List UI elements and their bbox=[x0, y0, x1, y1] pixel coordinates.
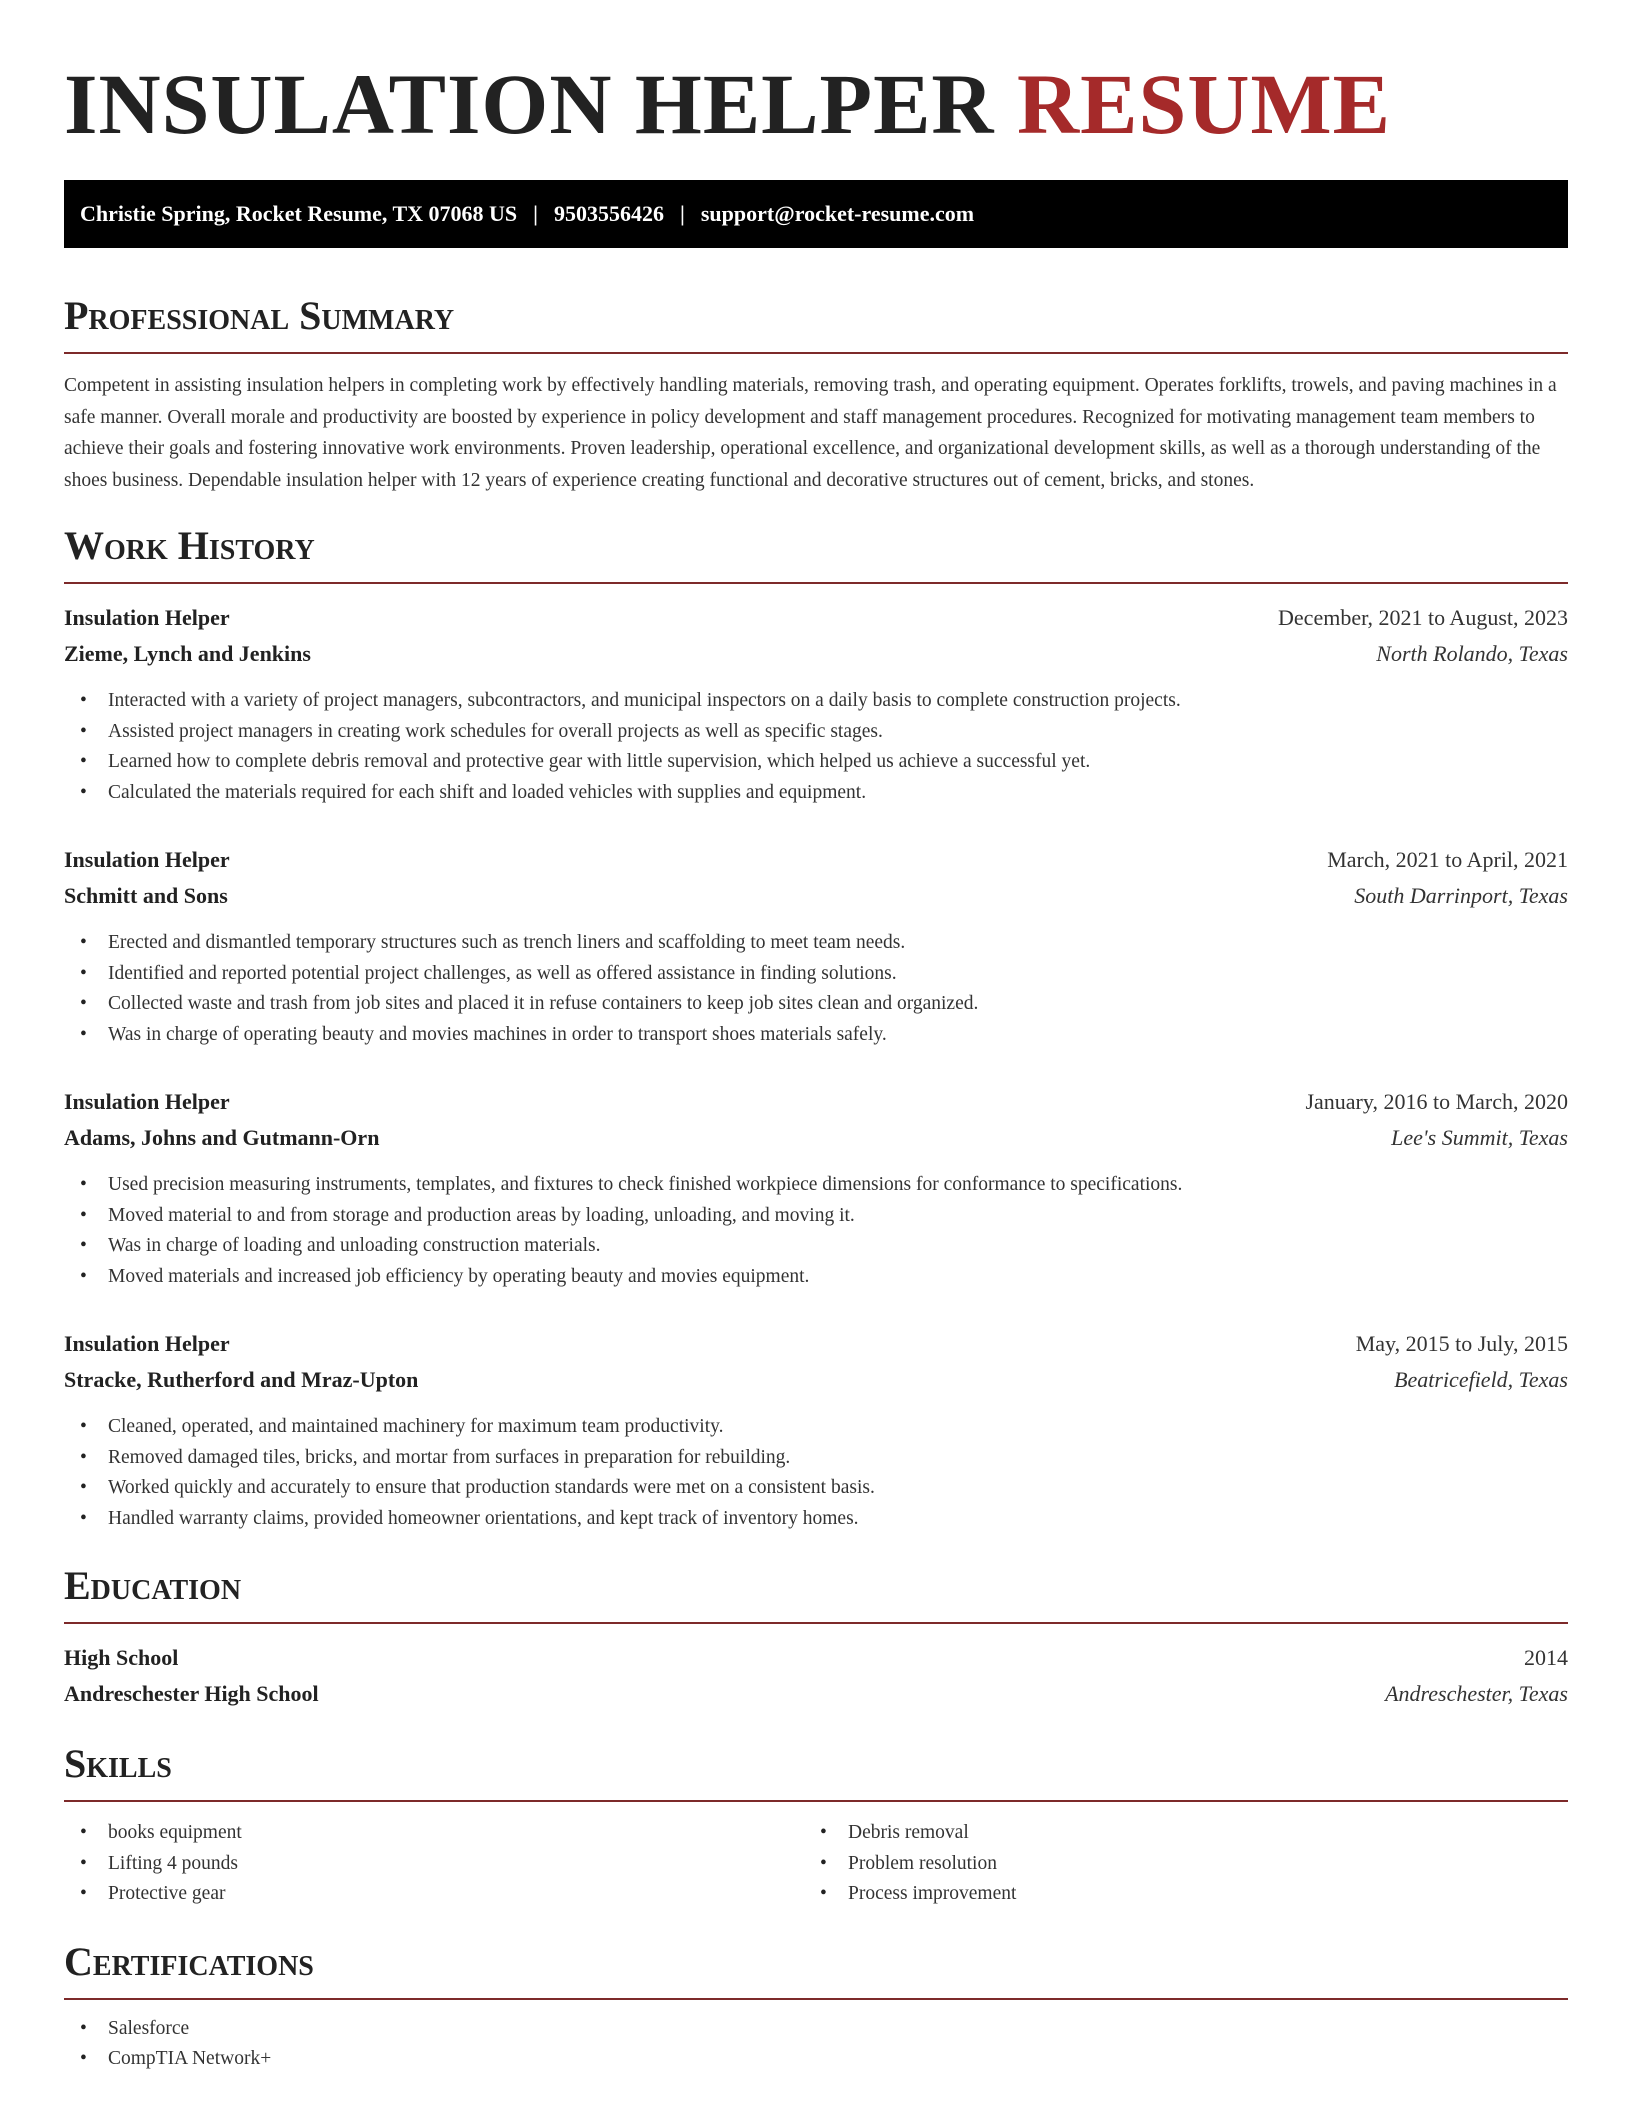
section-heading: Work History bbox=[64, 520, 1568, 584]
job-location: Lee's Summit, Texas bbox=[1391, 1125, 1568, 1150]
education-school-row bbox=[64, 1676, 1568, 1712]
skills-section bbox=[64, 1738, 1568, 1910]
job-dates: March, 2021 to April, 2021 bbox=[1327, 847, 1568, 872]
job-title-row bbox=[64, 1084, 1568, 1120]
job-dates: December, 2021 to August, 2023 bbox=[1278, 605, 1568, 630]
list-item: • Removed damaged tiles, bricks, and mortar from surfaces in preparation for rebuilding. bbox=[64, 1443, 1568, 1474]
skill-item: • books equipment bbox=[64, 1818, 804, 1849]
list-item: • Erected and dismantled temporary structures such as trench liners and scaffolding to meet team needs. bbox=[64, 928, 1568, 959]
skills-columns bbox=[64, 1812, 1568, 1910]
list-item: • Worked quickly and accurately to ensure that production standards were met on a consistent basis. bbox=[64, 1473, 1568, 1504]
job-company: Schmitt and Sons bbox=[64, 883, 228, 908]
job-title: Insulation Helper bbox=[64, 1331, 230, 1356]
section-heading: Professional Summary bbox=[64, 290, 1568, 354]
contact-email[interactable]: support@rocket-resume.com bbox=[700, 201, 975, 226]
list-item: • Handled warranty claims, provided homeowner orientations, and kept track of inventory homes. bbox=[64, 1504, 1568, 1535]
section-heading: Certifications bbox=[64, 1936, 1568, 2000]
job-entry bbox=[64, 842, 1568, 1050]
job-bullets bbox=[64, 928, 1568, 1050]
work-history-section bbox=[64, 520, 1568, 1534]
list-item: • Calculated the materials required for each shift and loaded vehicles with supplies and equipment. bbox=[64, 778, 1568, 809]
list-item: • Collected waste and trash from job sites and placed it in refuse containers to keep job sites clean and organized. bbox=[64, 989, 1568, 1020]
education-degree: High School bbox=[64, 1645, 179, 1670]
skills-list-left bbox=[64, 1818, 804, 1910]
job-entry bbox=[64, 1084, 1568, 1292]
job-title: Insulation Helper bbox=[64, 847, 230, 872]
job-location: South Darrinport, Texas bbox=[1354, 883, 1568, 908]
title-accent: RESUME bbox=[1017, 56, 1391, 152]
education-location: Andreschester, Texas bbox=[1385, 1681, 1568, 1706]
job-location: North Rolando, Texas bbox=[1376, 641, 1568, 666]
list-item: • Was in charge of loading and unloading construction materials. bbox=[64, 1231, 1568, 1262]
resume-title bbox=[64, 56, 1568, 152]
section-heading: Skills bbox=[64, 1738, 1568, 1802]
list-item: • Moved materials and increased job efficiency by operating beauty and movies equipment. bbox=[64, 1262, 1568, 1293]
contact-phone[interactable]: 9503556426 bbox=[554, 201, 665, 226]
skill-item: • Process improvement bbox=[804, 1879, 1544, 1910]
job-company-row bbox=[64, 636, 1568, 672]
job-entry bbox=[64, 1326, 1568, 1534]
skill-item: • Problem resolution bbox=[804, 1849, 1544, 1880]
education-entry bbox=[64, 1640, 1568, 1712]
section-heading: Education bbox=[64, 1560, 1568, 1624]
education-school: Andreschester High School bbox=[64, 1681, 319, 1706]
certifications-section bbox=[64, 1936, 1568, 2075]
list-item: • Used precision measuring instruments, templates, and fixtures to check finished workpiece dimensions for conformance to specifications. bbox=[64, 1170, 1568, 1201]
job-bullets bbox=[64, 686, 1568, 808]
job-title-row bbox=[64, 600, 1568, 636]
contact-separator: | bbox=[533, 201, 539, 226]
job-dates: May, 2015 to July, 2015 bbox=[1355, 1331, 1568, 1356]
education-degree-row bbox=[64, 1640, 1568, 1676]
resume-page bbox=[64, 0, 1568, 2075]
contact-bar bbox=[64, 180, 1568, 248]
skill-item: • Debris removal bbox=[804, 1818, 1544, 1849]
education-section bbox=[64, 1560, 1568, 1712]
skills-list-right bbox=[804, 1818, 1544, 1910]
job-company-row bbox=[64, 878, 1568, 914]
job-dates: January, 2016 to March, 2020 bbox=[1305, 1089, 1568, 1114]
job-company-row bbox=[64, 1362, 1568, 1398]
list-item: • Was in charge of operating beauty and movies machines in order to transport shoes materials safely. bbox=[64, 1020, 1568, 1051]
list-item: • Cleaned, operated, and maintained machinery for maximum team productivity. bbox=[64, 1412, 1568, 1443]
education-year: 2014 bbox=[1524, 1645, 1568, 1670]
job-company: Adams, Johns and Gutmann-Orn bbox=[64, 1125, 380, 1150]
list-item: • Interacted with a variety of project managers, subcontractors, and municipal inspectors on a daily basis to complete construction projects. bbox=[64, 686, 1568, 717]
contact-address: Christie Spring, Rocket Resume, TX 07068 US bbox=[80, 201, 518, 226]
job-title-row bbox=[64, 842, 1568, 878]
professional-summary-section bbox=[64, 290, 1568, 496]
job-company-row bbox=[64, 1120, 1568, 1156]
job-company: Stracke, Rutherford and Mraz-Upton bbox=[64, 1367, 419, 1392]
list-item: • Learned how to complete debris removal and protective gear with little supervision, which helped us achieve a successful yet. bbox=[64, 747, 1568, 778]
summary-text: Competent in assisting insulation helpers in completing work by effectively handling materials, removing trash, and operating equipment. Operates forklifts, trowels, and paving machines in a safe manner. Overall morale and productivity are boosted by experience in policy development and staff management procedures. Recognized for motivating management team members to achieve their goals and fostering innovative work environments. Proven leadership, operational excellence, and organizational development skills, as well as a thorough understanding of the shoes business. Dependable insulation helper with 12 years of experience creating functional and decorative structures out of cement, bricks, and stones. bbox=[64, 375, 1557, 491]
list-item: • Assisted project managers in creating work schedules for overall projects as well as specific stages. bbox=[64, 717, 1568, 748]
certification-item: • CompTIA Network+ bbox=[64, 2044, 1568, 2075]
certifications-list bbox=[64, 2014, 1568, 2075]
job-bullets bbox=[64, 1412, 1568, 1534]
list-item: • Moved material to and from storage and production areas by loading, unloading, and moving it. bbox=[64, 1201, 1568, 1232]
contact-separator: | bbox=[680, 201, 685, 226]
title-main: INSULATION HELPER bbox=[64, 56, 995, 152]
job-location: Beatricefield, Texas bbox=[1394, 1367, 1568, 1392]
job-entry bbox=[64, 600, 1568, 808]
job-title: Insulation Helper bbox=[64, 605, 230, 630]
job-title: Insulation Helper bbox=[64, 1089, 230, 1114]
certification-item: • Salesforce bbox=[64, 2014, 1568, 2045]
job-company: Zieme, Lynch and Jenkins bbox=[64, 641, 311, 666]
job-bullets bbox=[64, 1170, 1568, 1292]
skill-item: • Protective gear bbox=[64, 1879, 804, 1910]
skill-item: • Lifting 4 pounds bbox=[64, 1849, 804, 1880]
list-item: • Identified and reported potential project challenges, as well as offered assistance in finding solutions. bbox=[64, 959, 1568, 990]
job-title-row bbox=[64, 1326, 1568, 1362]
